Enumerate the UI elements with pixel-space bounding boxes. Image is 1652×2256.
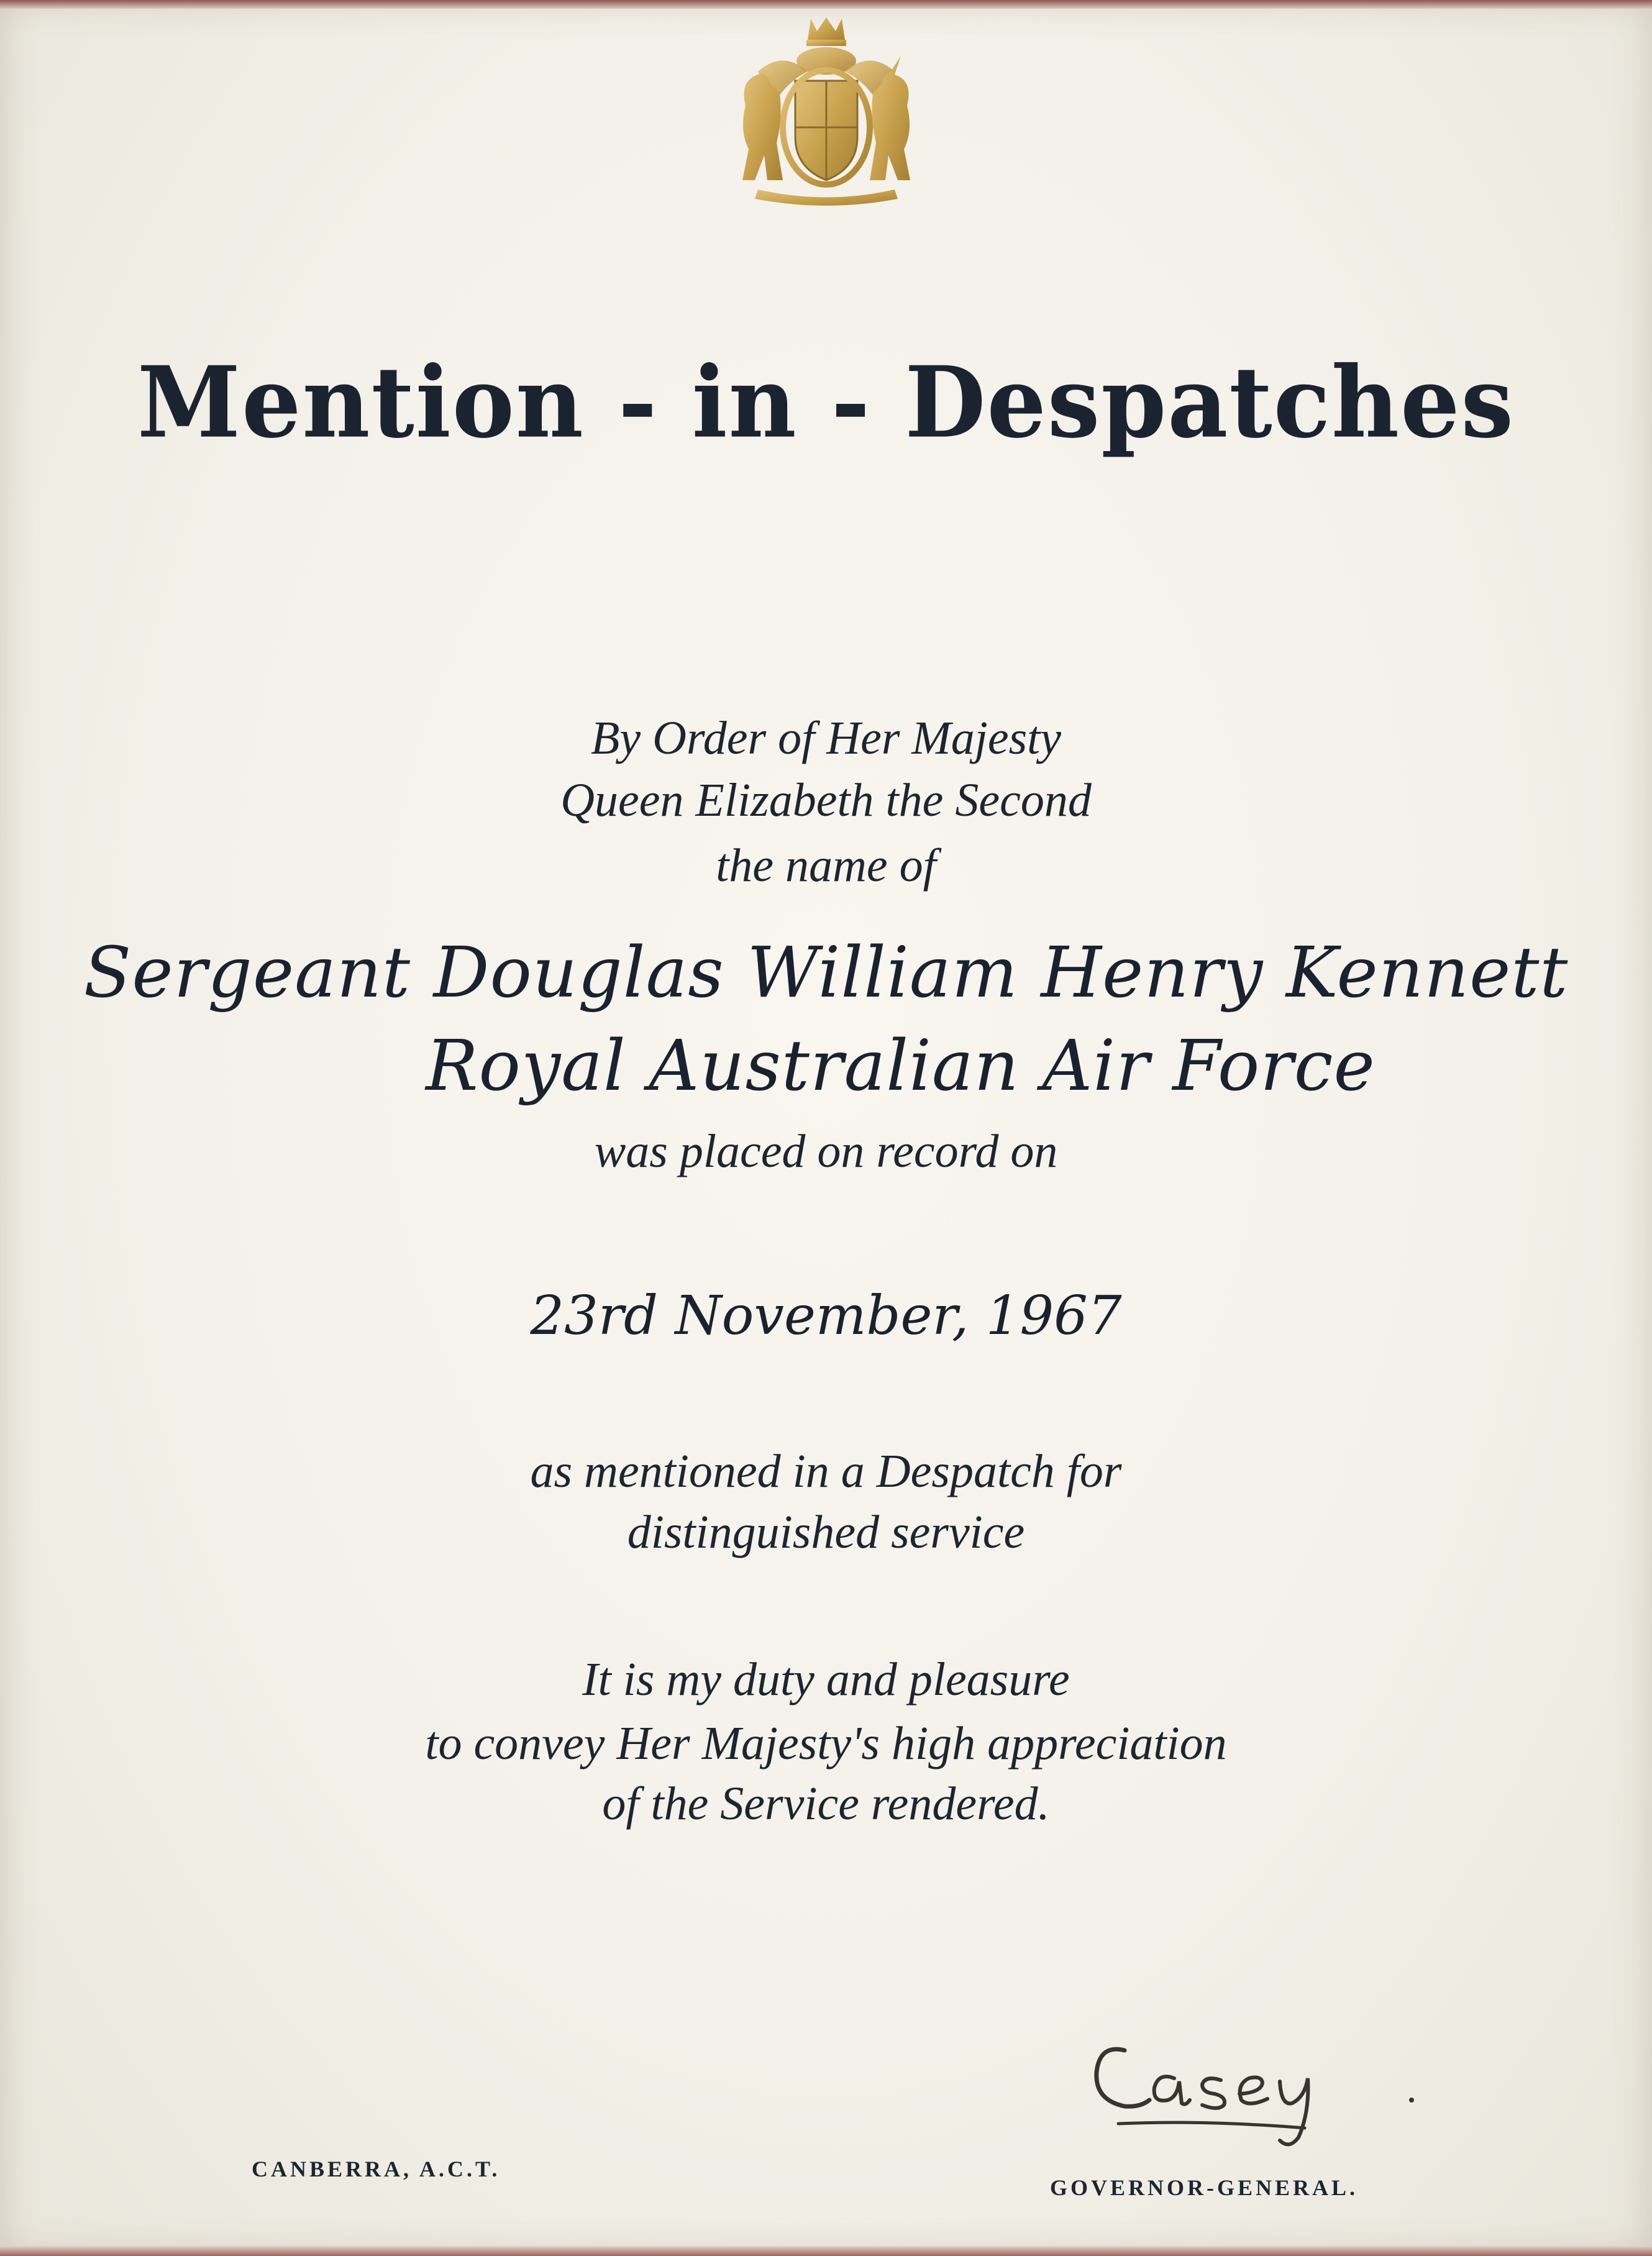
record-line: was placed on record on [594, 1125, 1058, 1177]
duty-line-1: It is my duty and pleasure [582, 1653, 1070, 1706]
duty-line-2: to convey Her Majesty's high appreciation [425, 1717, 1227, 1770]
record-date: 23rd November, 1967 [530, 1285, 1122, 1347]
place-label: CANBERRA, A.C.T. [252, 2157, 501, 2181]
royal-coat-of-arms-icon [721, 12, 932, 211]
governor-general-signature [1081, 2013, 1429, 2156]
certificate-title: Mention - in - Despatches [137, 345, 1515, 460]
frame-edge-bottom [0, 2246, 1652, 2256]
recipient-name: Sergeant Douglas William Henry Kennett [83, 933, 1569, 1013]
order-line-3: the name of [716, 839, 936, 892]
order-line-2: Queen Elizabeth the Second [560, 774, 1092, 826]
frame-edge-top [0, 0, 1652, 9]
signatory-title: GOVERNOR-GENERAL. [1050, 2175, 1359, 2200]
order-line-1: By Order of Her Majesty [591, 712, 1061, 764]
recipient-service: Royal Australian Air Force [426, 1026, 1376, 1107]
duty-line-3: of the Service rendered. [602, 1778, 1050, 1830]
mention-line-2: distinguished service [627, 1506, 1025, 1558]
mention-line-1: as mentioned in a Despatch for [530, 1445, 1122, 1497]
